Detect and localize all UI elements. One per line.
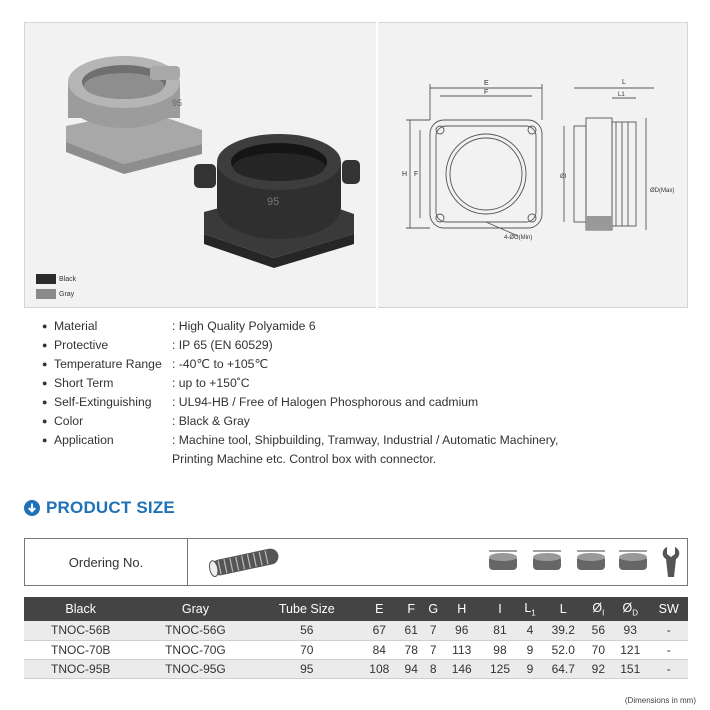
table-row [24,621,688,640]
nut-dimension-icon [527,547,567,577]
spec-list [42,316,682,468]
gray-swatch [36,289,56,299]
product-size-table [24,597,688,679]
black-nut-image [194,134,360,268]
spec-label: Application [54,432,114,447]
table-cell: - [649,659,688,678]
table-cell: 84 [360,640,398,659]
label-l: L [622,79,626,86]
table-cell: 96 [443,621,481,640]
column-header: $Ø_I$ [586,597,612,621]
spec-label: Material [54,318,98,333]
table-cell: 56 [253,621,360,640]
table-cell: 125 [481,659,519,678]
table-cell: 70 [586,640,612,659]
spec-value: : IP 65 (EN 60529) [172,337,273,352]
column-header: $L_1$ [519,597,541,621]
table-row [24,659,688,678]
column-header: SW [649,597,688,621]
table-cell: 64.7 [541,659,586,678]
bullet-icon: ● [42,434,48,445]
color-legend-gray [36,289,74,299]
label-h: H [402,171,408,178]
column-header: G [424,597,443,621]
table-cell: 93 [611,621,649,640]
spec-row [42,354,682,373]
nut-dimension-icon [571,547,611,577]
spec-value: : Black & Gray [172,413,250,428]
label-hole: 4-ØG(Min) [504,235,533,241]
spec-row [42,373,682,392]
table-cell: 92 [586,659,612,678]
nut-dimension-icon [613,547,653,577]
spec-value: : -40℃ to +105℃ [172,356,269,371]
table-cell: 78 [398,640,424,659]
spec-label: Temperature Range [54,356,162,371]
down-arrow-circle-icon [24,500,40,516]
spec-row [42,335,682,354]
table-cell: 108 [360,659,398,678]
label-dd: ØD(Max) [650,188,675,194]
table-cell: 61 [398,621,424,640]
spec-label: Color [54,413,84,428]
section-title [24,498,175,518]
table-cell: 67 [360,621,398,640]
wrench-icon [659,545,683,579]
table-cell: 151 [611,659,649,678]
bullet-icon: ● [42,377,48,388]
column-header: $Ø_D$ [611,597,649,621]
section-title-text: PRODUCT SIZE [46,498,175,517]
table-cell: 9 [519,640,541,659]
table-cell: 4 [519,621,541,640]
table-cell: - [649,621,688,640]
bullet-icon: ● [42,339,48,350]
black-swatch [36,274,56,284]
column-header: F [398,597,424,621]
column-header: Gray [137,597,253,621]
table-cell: TNOC-56G [137,621,253,640]
label-e: E [484,80,489,87]
spec-label: Short Term [54,375,114,390]
spec-continuation: Printing Machine etc. Control box with connector. [172,451,437,466]
black-swatch-label: Black [59,275,77,283]
corrugated-tube-icon [205,545,285,579]
spec-row [42,392,682,411]
table-cell: 146 [443,659,481,678]
spec-row [42,430,682,449]
table-cell: - [649,640,688,659]
table-header-row [24,597,688,621]
table-cell: 81 [481,621,519,640]
table-cell: TNOC-56B [24,621,137,640]
bullet-icon: ● [42,358,48,369]
table-cell: 56 [586,621,612,640]
table-cell: 52.0 [541,640,586,659]
spec-row [42,316,682,335]
column-header: E [360,597,398,621]
column-header: Black [24,597,137,621]
spec-value: : UL94-HB / Free of Halogen Phosphorous and cadmium [172,394,479,409]
color-legend-black [36,274,76,284]
table-cell: TNOC-95G [137,659,253,678]
bullet-icon: ● [42,320,48,331]
gray-nut-image [66,56,202,174]
table-cell: 7 [424,640,443,659]
technical-drawing [378,22,688,308]
table-row [24,640,688,659]
table-cell: 70 [253,640,360,659]
column-header: L [541,597,586,621]
table-cell: 9 [519,659,541,678]
column-header: H [443,597,481,621]
table-cell: 113 [443,640,481,659]
label-di: ØI [560,174,567,180]
column-header: Tube Size [253,597,360,621]
ordering-label: Ordering No. [25,539,188,585]
label-l1: L1 [618,92,625,98]
spec-label: Self-Extinguishing [54,394,152,409]
spec-label: Protective [54,337,109,352]
bullet-icon: ● [42,415,48,426]
gray-swatch-label: Gray [59,290,75,298]
table-cell: 98 [481,640,519,659]
spec-row [42,411,682,430]
product-photo [24,22,376,308]
dimensions-note: (Dimensions in mm) [624,696,696,705]
table-cell: 7 [424,621,443,640]
ordering-icon-row [24,538,688,586]
black-nut-imprint: 95 [267,196,280,208]
nut-dimension-icon [483,547,523,577]
spec-value: : up to +150˚C [172,375,250,390]
table-cell: 95 [253,659,360,678]
table-cell: 39.2 [541,621,586,640]
label-f-vertical: F [414,171,419,178]
spec-value: : High Quality Polyamide 6 [172,318,316,333]
spec-value: : Machine tool, Shipbuilding, Tramway, Industrial / Automatic Machinery, [172,432,559,447]
table-cell: 94 [398,659,424,678]
column-header: I [481,597,519,621]
table-cell: 8 [424,659,443,678]
table-cell: TNOC-70G [137,640,253,659]
table-cell: TNOC-95B [24,659,137,678]
gray-nut-imprint: 95 [172,98,183,108]
table-cell: 121 [611,640,649,659]
table-cell: TNOC-70B [24,640,137,659]
bullet-icon: ● [42,396,48,407]
label-f: F [484,89,489,96]
